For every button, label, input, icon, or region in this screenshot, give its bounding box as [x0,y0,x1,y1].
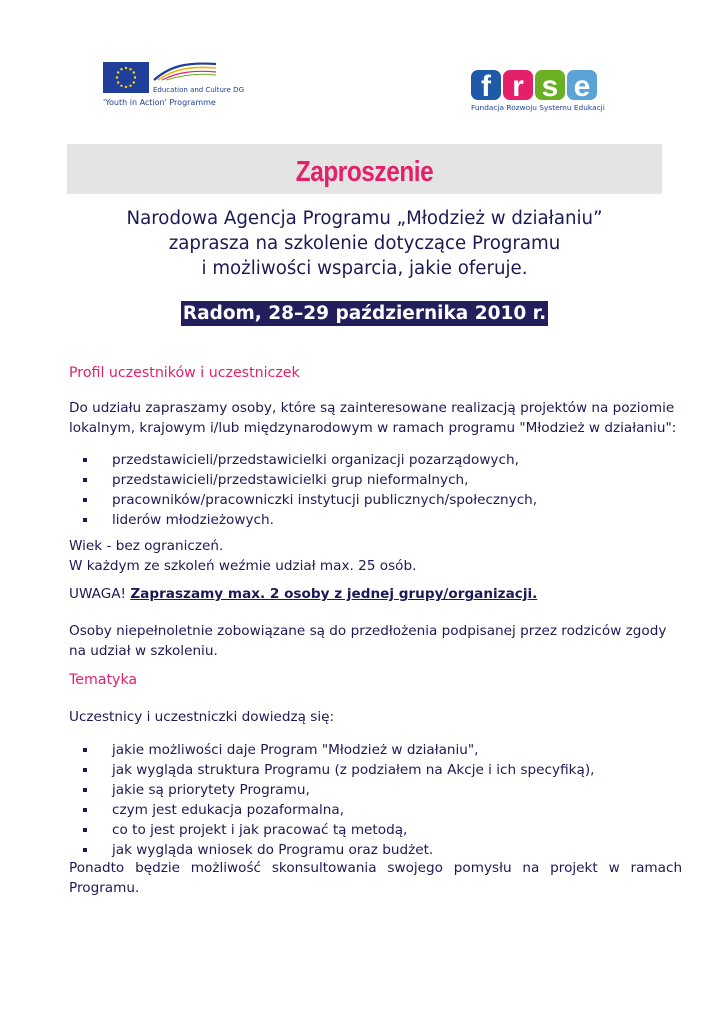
bullet-icon [83,498,87,502]
bullet-icon [83,748,87,752]
list-item: liderów młodzieżowych. [69,510,537,530]
invite-line: lokalnym, krajowym i/lub międzynarodowym w ramach programu "Młodzież w działaniu": [69,420,677,436]
list-item: jak wygląda wniosek do Programu oraz budżet. [69,840,594,860]
limit-line: W każdym ze szkoleń weźmie udział max. 25 osób. [69,558,417,574]
bullet-icon [83,518,87,522]
intro-line-2: zaprasza na szkolenie dotyczące Programu [168,233,561,254]
minors-line: Osoby niepełnoletnie zobowiązane są do przedłożenia podpisanej przez rodziców zgody [69,623,667,639]
event-date: Radom, 28–29 października 2010 r. [182,303,547,324]
minors-line: na udział w szkoleniu. [69,643,218,659]
consult-line: Ponadto będzie możliwość skonsultowania swojego pomysłu na projekt w ramach [69,860,683,876]
section-heading-profile: Profil uczestników i uczestniczek [69,365,300,381]
bullet-icon [83,848,87,852]
invite-paragraph [69,398,677,438]
bullet-icon [83,458,87,462]
title-band [67,144,662,194]
participant-list [69,450,537,530]
frse-subtitle: Fundacja Rozwoju Systemu Edukacji [471,103,605,112]
frse-letter-s: s [541,70,559,102]
date-banner [181,301,548,326]
frse-logo [470,66,598,102]
eu-dg-label: Education and Culture DG [153,86,244,94]
topics-list [69,740,594,860]
bullet-icon [83,828,87,832]
youth-in-action-wave-logo [152,58,218,84]
warning-paragraph [69,584,659,604]
section-heading-topics: Tematyka [69,672,138,688]
intro-line-3: i możliwości wsparcia, jakie oferuje. [201,258,528,279]
list-item: jakie możliwości daje Program "Młodzież w działaniu", [69,740,594,760]
bullet-icon [83,768,87,772]
list-item: co to jest projekt i jak pracować tą metodą, [69,820,594,840]
list-item: przedstawicieli/przedstawicielki grup nieformalnych, [69,470,537,490]
list-item: jakie są priorytety Programu, [69,780,594,800]
topics-intro: Uczestnicy i uczestniczki dowiedzą się: [69,709,335,725]
page-title: Zaproszenie [295,156,434,188]
bullet-icon [83,478,87,482]
programme-label: 'Youth in Action' Programme [103,98,216,107]
list-item: pracowników/pracowniczki instytucji publicznych/społecznych, [69,490,537,510]
frse-letter-f: f [481,70,491,102]
warning-emphasis: Zapraszamy max. 2 osoby z jednej grupy/organizacji. [130,586,538,602]
intro-line-1: Narodowa Agencja Programu „Młodzież w działaniu” [126,208,603,229]
age-paragraph [69,536,659,576]
list-item: jak wygląda struktura Programu (z podziałem na Akcje i ich specyfiką), [69,760,594,780]
minors-paragraph [69,621,667,661]
consult-paragraph [69,858,683,898]
list-item: czym jest edukacja pozaformalna, [69,800,594,820]
age-line: Wiek - bez ograniczeń. [69,538,224,554]
list-item: przedstawicieli/przedstawicielki organizacji pozarządowych, [69,450,537,470]
warning-label: UWAGA! [69,586,126,602]
eu-flag-logo [103,62,149,93]
bullet-icon [83,808,87,812]
invite-line: Do udziału zapraszamy osoby, które są zainteresowane realizacją projektów na poziomie [69,400,675,416]
frse-letter-e: e [573,70,591,102]
consult-line: Programu. [69,880,140,896]
bullet-icon [83,788,87,792]
frse-letter-r: r [512,70,524,102]
